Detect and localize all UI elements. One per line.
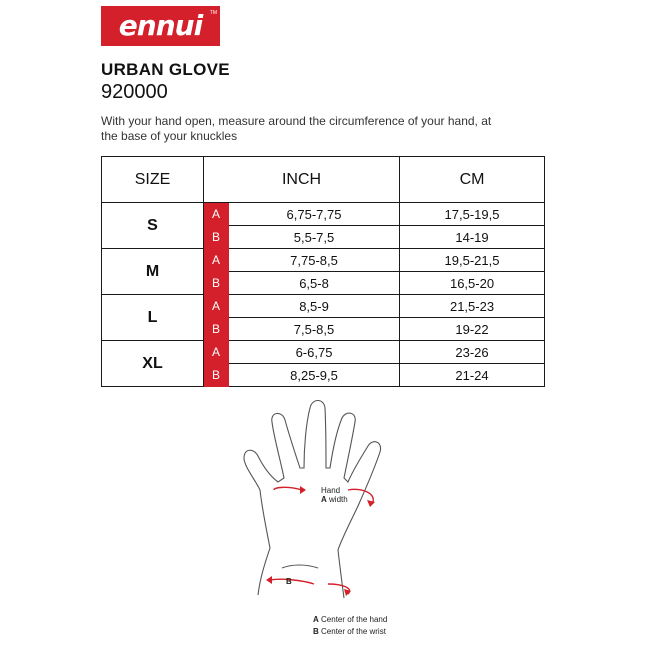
- product-code: 920000: [101, 81, 168, 103]
- inch-cell: 7,75-8,5: [229, 249, 400, 272]
- cm-cell: 14-19: [400, 226, 545, 249]
- inch-cell: 7,5-8,5: [229, 318, 400, 341]
- measure-letter: B: [204, 226, 229, 249]
- product-title: URBAN GLOVE: [101, 60, 230, 79]
- inch-cell: 8,25-9,5: [229, 364, 400, 387]
- measure-letter: B: [204, 318, 229, 341]
- cm-cell: 19,5-21,5: [400, 249, 545, 272]
- cm-cell: 23-26: [400, 341, 545, 364]
- brand-logo: [101, 6, 220, 46]
- table-row: [102, 295, 545, 318]
- measure-letter: B: [204, 272, 229, 295]
- legend-text-b: Center of the wrist: [321, 627, 386, 636]
- wrist-arrow-left: [270, 579, 314, 584]
- size-cell: M: [102, 249, 204, 295]
- cm-cell: 17,5-19,5: [400, 203, 545, 226]
- hand-diagram: [230, 398, 430, 610]
- diagram-legend: [313, 614, 387, 638]
- inch-cell: 5,5-7,5: [229, 226, 400, 249]
- header-size: SIZE: [102, 157, 204, 203]
- header-inch: INCH: [204, 157, 400, 203]
- legend-item-b: [313, 626, 387, 638]
- cm-cell: 19-22: [400, 318, 545, 341]
- cm-cell: 21-24: [400, 364, 545, 387]
- legend-item-a: [313, 614, 387, 626]
- hand-width-arrow-left: [274, 487, 302, 490]
- measure-letter: A: [204, 341, 229, 364]
- hand-label-line2: width: [329, 495, 348, 504]
- trademark-mark: TM: [209, 10, 217, 16]
- measure-letter: A: [204, 203, 229, 226]
- inch-cell: 8,5-9: [229, 295, 400, 318]
- hand-label-line1: Hand: [321, 486, 341, 495]
- size-cell: XL: [102, 341, 204, 387]
- hand-label-letter: A: [321, 495, 327, 504]
- measure-instructions: With your hand open, measure around the circumference of your hand, at the base of your knuckles: [101, 114, 492, 143]
- brand-name: ennui: [118, 9, 203, 42]
- legend-text-a: Center of the hand: [321, 615, 388, 624]
- measure-letter: B: [204, 364, 229, 387]
- size-cell: S: [102, 203, 204, 249]
- cm-cell: 21,5-23: [400, 295, 545, 318]
- hand-arrow-head-left: [300, 486, 306, 494]
- header-cm: CM: [400, 157, 545, 203]
- measure-letter: A: [204, 249, 229, 272]
- measure-letter: A: [204, 295, 229, 318]
- inch-cell: 6-6,75: [229, 341, 400, 364]
- size-chart-table: [101, 156, 545, 387]
- inch-cell: 6,75-7,75: [229, 203, 400, 226]
- table-header-row: [102, 157, 545, 203]
- wrist-arrow-head-left: [266, 576, 272, 584]
- hand-label: [321, 486, 348, 504]
- legend-letter-a: A: [313, 615, 319, 624]
- table-row: [102, 341, 545, 364]
- legend-letter-b: B: [313, 627, 319, 636]
- hand-outline: [244, 401, 381, 599]
- cm-cell: 16,5-20: [400, 272, 545, 295]
- wrist-crease: [282, 565, 318, 568]
- size-cell: L: [102, 295, 204, 341]
- inch-cell: 6,5-8: [229, 272, 400, 295]
- table-row: [102, 249, 545, 272]
- wrist-label: B: [286, 577, 292, 586]
- table-row: [102, 203, 545, 226]
